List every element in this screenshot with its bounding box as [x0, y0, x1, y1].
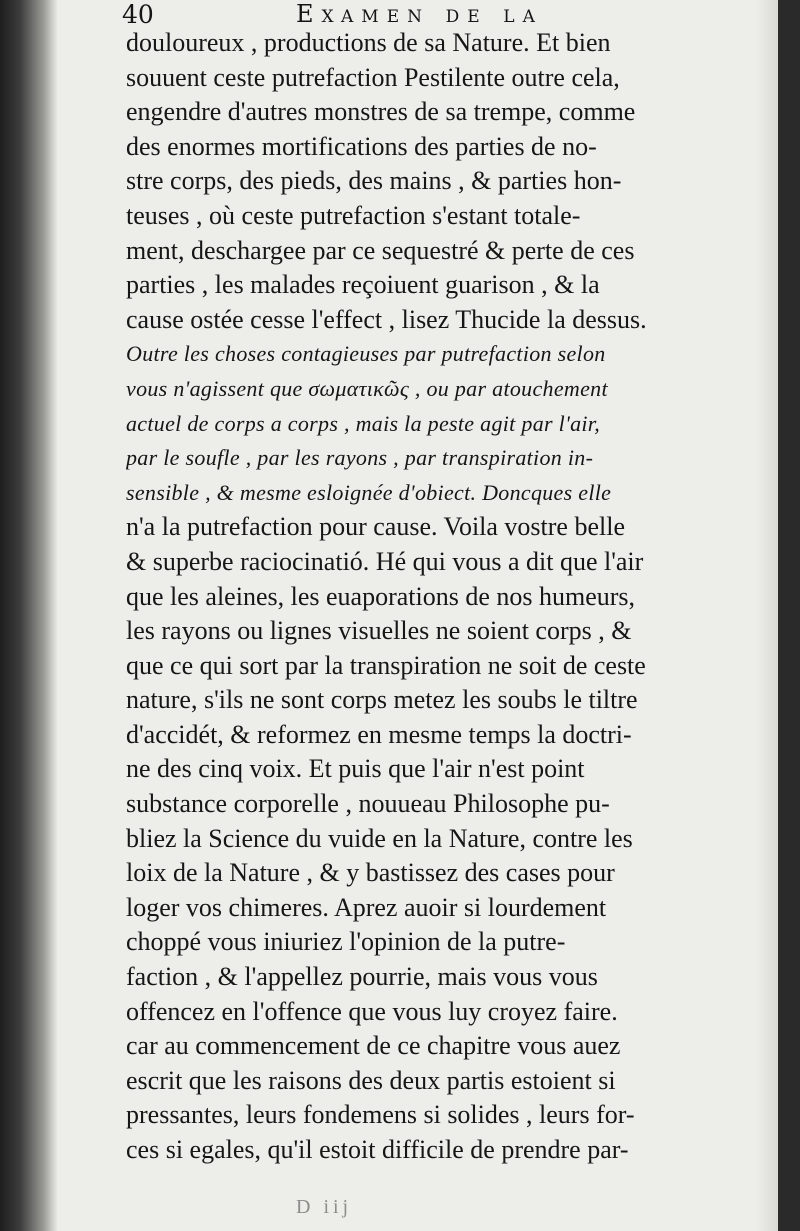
text-line: nature, s'ils ne sont corps metez les soubs le tiltre: [126, 685, 638, 715]
text-line: offencez en l'offence que vous luy croyez faire.: [126, 996, 618, 1026]
page-header: [118, 0, 718, 29]
text-line: faction , & l'appellez pourrie, mais vous vous: [126, 962, 598, 992]
text-line: ces si egales, qu'il estoit difficile de prendre par-: [126, 1135, 629, 1164]
text-line: cause ostée cesse l'effect , lisez Thucide la dessus.: [126, 304, 647, 334]
body-text: [126, 26, 776, 1168]
text-line: des enormes mortifications des parties de no-: [126, 131, 597, 161]
text-line: souuent ceste putrefaction Pestilente outre cela,: [126, 62, 620, 92]
italic-text-line: par le soufle , par les rayons , par transpiration in-: [126, 445, 594, 471]
binding-gutter: [0, 0, 58, 1231]
text-line: douloureux , productions de sa Nature. Et bien: [126, 28, 611, 57]
italic-text-line: actuel de corps a corps , mais la peste agit par l'air,: [126, 410, 601, 436]
italic-text-line: sensible , & mesme esloignée d'obiect. Doncques elle: [126, 479, 612, 505]
running-title: Examen de la: [296, 0, 543, 28]
text-line: d'accidét, & reformez en mesme temps la doctri-: [126, 719, 632, 749]
text-line: ne des cinq voix. Et puis que l'air n'est point: [126, 754, 585, 784]
text-line: pressantes, leurs fondemens si solides , leurs for-: [126, 1100, 635, 1130]
text-line: que ce qui sort par la transpiration ne soit de ceste: [126, 650, 646, 680]
text-line: ment, deschargee par ce sequestré & perte de ces: [126, 235, 635, 265]
text-line: les rayons ou lignes visuelles ne soient corps , &: [126, 616, 632, 646]
text-line: choppé vous iniuriez l'opinion de la putre-: [126, 927, 566, 957]
text-line: teuses , où ceste putrefaction s'estant totale-: [126, 200, 581, 230]
italic-text-line: vous n'agissent que σωματικῶς , ou par atouchement: [126, 375, 608, 401]
italic-text-line: Outre les choses contagieuses par putrefaction selon: [126, 341, 606, 367]
text-line: parties , les malades reçoiuent guarison , & la: [126, 270, 600, 300]
text-line: escrit que les raisons des deux partis estoient si: [126, 1065, 616, 1095]
text-line: stre corps, des pieds, des mains , & parties hon-: [126, 166, 622, 196]
text-line: bliez la Science du vuide en la Nature, contre les: [126, 823, 633, 853]
signature-mark: D iij: [296, 1196, 353, 1218]
text-line: n'a la putrefaction pour cause. Voila vostre belle: [126, 512, 626, 542]
page-number: 40: [122, 0, 154, 29]
text-line: loger vos chimeres. Aprez auoir si lourdement: [126, 892, 607, 922]
text-line: car au commencement de ce chapitre vous auez: [126, 1031, 621, 1061]
text-line: substance corporelle , nouueau Philosophe pu-: [126, 789, 610, 819]
text-line: que les aleines, les euaporations de nos humeurs,: [126, 581, 636, 611]
text-line: loix de la Nature , & y bastissez des cases pour: [126, 858, 615, 888]
text-line: & superbe raciocinatió. Hé qui vous a dit que l'air: [126, 546, 644, 576]
text-line: engendre d'autres monstres de sa trempe, comme: [126, 97, 636, 127]
